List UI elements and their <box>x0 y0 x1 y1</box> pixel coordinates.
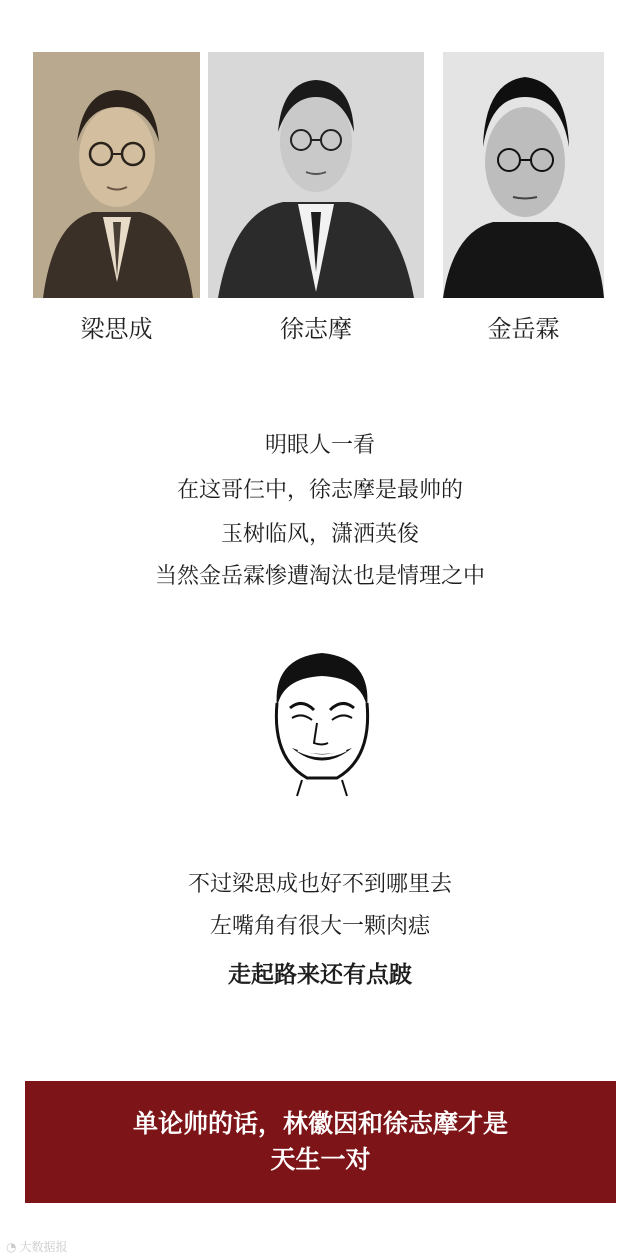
text-line-1: 明眼人一看 <box>264 433 375 458</box>
watermark <box>6 1238 68 1255</box>
portrait-jin-yuelin <box>443 52 604 298</box>
portrait-name-2: 徐志摩 <box>280 315 352 343</box>
text-line-4: 当然金岳霖惨遭淘汰也是情理之中 <box>154 564 485 589</box>
portrait-liang-sicheng <box>33 52 200 298</box>
conclusion-banner <box>25 1081 616 1203</box>
text-line-6: 左嘴角有很大一颗肉痣 <box>209 914 430 939</box>
banner-line-2: 天生一对 <box>270 1145 371 1174</box>
text-line-5: 不过梁思成也好不到哪里去 <box>187 872 452 897</box>
portrait-name-3: 金岳霖 <box>487 315 560 343</box>
banner-line-1: 单论帅的话，林徽因和徐志摩才是 <box>132 1109 508 1138</box>
portrait-xu-zhimo <box>208 52 424 298</box>
portrait-name-1: 梁思成 <box>80 315 153 343</box>
laughing-face-meme-icon <box>262 648 382 798</box>
watermark-text: 大数据报 <box>19 1240 68 1254</box>
weibo-logo-icon: ◔ <box>6 1239 17 1254</box>
text-line-2: 在这哥仨中，徐志摩是最帅的 <box>176 478 463 503</box>
text-line-3: 玉树临风，潇洒英俊 <box>220 522 419 547</box>
text-line-bold: 走起路来还有点跛 <box>228 962 412 988</box>
